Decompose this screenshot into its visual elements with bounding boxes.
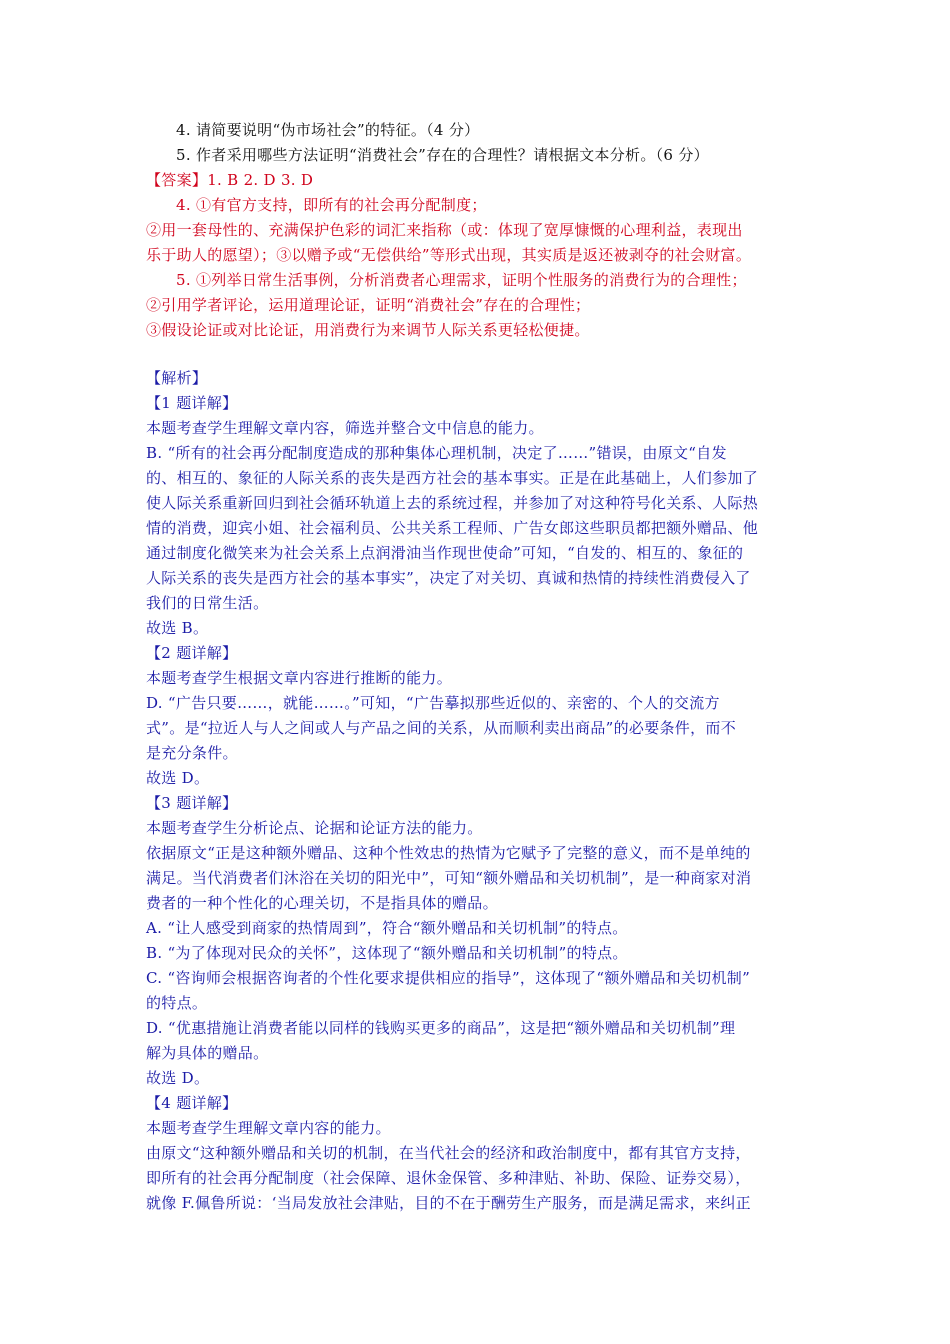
- question-4: 4. 请简要说明“伪市场社会”的特征。（4 分）: [176, 121, 480, 139]
- analysis-line: 【1 题详解】: [146, 394, 238, 412]
- analysis-line: 人际关系的丧失是西方社会的基本事实”，决定了对关切、真诚和热情的持续性消费侵入了: [146, 569, 751, 587]
- analysis-line: 故选 D。: [146, 769, 210, 787]
- analysis-line: 【解析】: [146, 369, 208, 387]
- answer-4-line-3: 乐于助人的愿望）；③以赠予或“无偿供给”等形式出现，其实质是返还被剥夺的社会财富。: [146, 246, 752, 264]
- analysis-line: 我们的日常生活。: [146, 594, 269, 612]
- analysis-line: 【3 题详解】: [146, 794, 238, 812]
- analysis-line: 故选 B。: [146, 619, 209, 637]
- analysis-line: B. “为了体现对民众的关怀”，这体现了“额外赠品和关切机制”的特点。: [146, 944, 628, 962]
- analysis-line: 使人际关系重新回归到社会循环轨道上去的系统过程，并参加了对这种符号化关系、人际热: [146, 494, 759, 512]
- analysis-line: D. “广告只要……，就能……。”可知，“广告摹拟那些近似的、亲密的、个人的交流方: [146, 694, 720, 712]
- analysis-line: 【2 题详解】: [146, 644, 238, 662]
- analysis-line: 即所有的社会再分配制度（社会保障、退休金保管、多种津贴、补助、保险、证券交易），: [146, 1169, 751, 1187]
- analysis-line: 的特点。: [146, 994, 208, 1012]
- analysis-line: 费者的一种个性化的心理关切，不是指具体的赠品。: [146, 894, 498, 912]
- analysis-line: 就像 F.佩鲁所说：‘当局发放社会津贴，目的不在于酬劳生产服务，而是满足需求，来纠正: [146, 1194, 751, 1212]
- answer-4-line-2: ②用一套母性的、充满保护色彩的词汇来指称（或：体现了宽厚慷慨的心理利益，表现出: [146, 221, 743, 239]
- answer-4-line-1: 4. ①有官方支持，即所有的社会再分配制度；: [176, 196, 487, 214]
- analysis-line: 本题考查学生理解文章内容的能力。: [146, 1119, 391, 1137]
- analysis-line: 满足。当代消费者们沐浴在关切的阳光中”，可知“额外赠品和关切机制”，是一种商家对消: [146, 869, 752, 887]
- analysis-line: C. “咨询师会根据咨询者的个性化要求提供相应的指导”，这体现了“额外赠品和关切机制”: [146, 969, 751, 987]
- analysis-line: 情的消费，迎宾小姐、社会福利员、公共关系工程师、广告女郎这些职员都把额外赠品、他: [146, 519, 759, 537]
- analysis-line: 故选 D。: [146, 1069, 210, 1087]
- analysis-line: 的、相互的、象征的人际关系的丧失是西方社会的基本事实。正是在此基础上，人们参加了: [146, 469, 759, 487]
- question-5: 5. 作者采用哪些方法证明“消费社会”存在的合理性？请根据文本分析。（6 分）: [176, 146, 709, 164]
- answer-header: 【答案】1. B 2. D 3. D: [146, 171, 314, 189]
- analysis-line: A. “让人感受到商家的热情周到”，符合“额外赠品和关切机制”的特点。: [146, 919, 628, 937]
- analysis-line: 式”。是“拉近人与人之间或人与产品之间的关系，从而顺利卖出商品”的必要条件，而不: [146, 719, 737, 737]
- analysis-line: D. “优惠措施让消费者能以同样的钱购买更多的商品”，这是把“额外赠品和关切机制”理: [146, 1019, 736, 1037]
- answer-5-line-1: 5. ①列举日常生活事例，分析消费者心理需求，证明个性服务的消费行为的合理性；: [176, 271, 747, 289]
- analysis-line: 通过制度化微笑来为社会关系上点润滑油当作现世使命”可知，“自发的、相互的、象征的: [146, 544, 744, 562]
- analysis-line: 解为具体的赠品。: [146, 1044, 269, 1062]
- analysis-line: 由原文“这种额外赠品和关切的机制，在当代社会的经济和政治制度中，都有其官方支持，: [146, 1144, 751, 1162]
- analysis-line: 本题考查学生分析论点、论据和论证方法的能力。: [146, 819, 483, 837]
- analysis-line: B. “所有的社会再分配制度造成的那种集体心理机制，决定了……”错误，由原文“自发: [146, 444, 727, 462]
- analysis-line: 【4 题详解】: [146, 1094, 238, 1112]
- analysis-line: 是充分条件。: [146, 744, 238, 762]
- analysis-line: 本题考查学生理解文章内容，筛选并整合文中信息的能力。: [146, 419, 544, 437]
- analysis-line: 依据原文“正是这种额外赠品、这种个性效忠的热情为它赋予了完整的意义，而不是单纯的: [146, 844, 751, 862]
- analysis-line: 本题考查学生根据文章内容进行推断的能力。: [146, 669, 453, 687]
- answer-5-line-3: ③假设论证或对比论证，用消费行为来调节人际关系更轻松便捷。: [146, 321, 590, 339]
- answer-5-line-2: ②引用学者评论，运用道理论证，证明“消费社会”存在的合理性；: [146, 296, 591, 314]
